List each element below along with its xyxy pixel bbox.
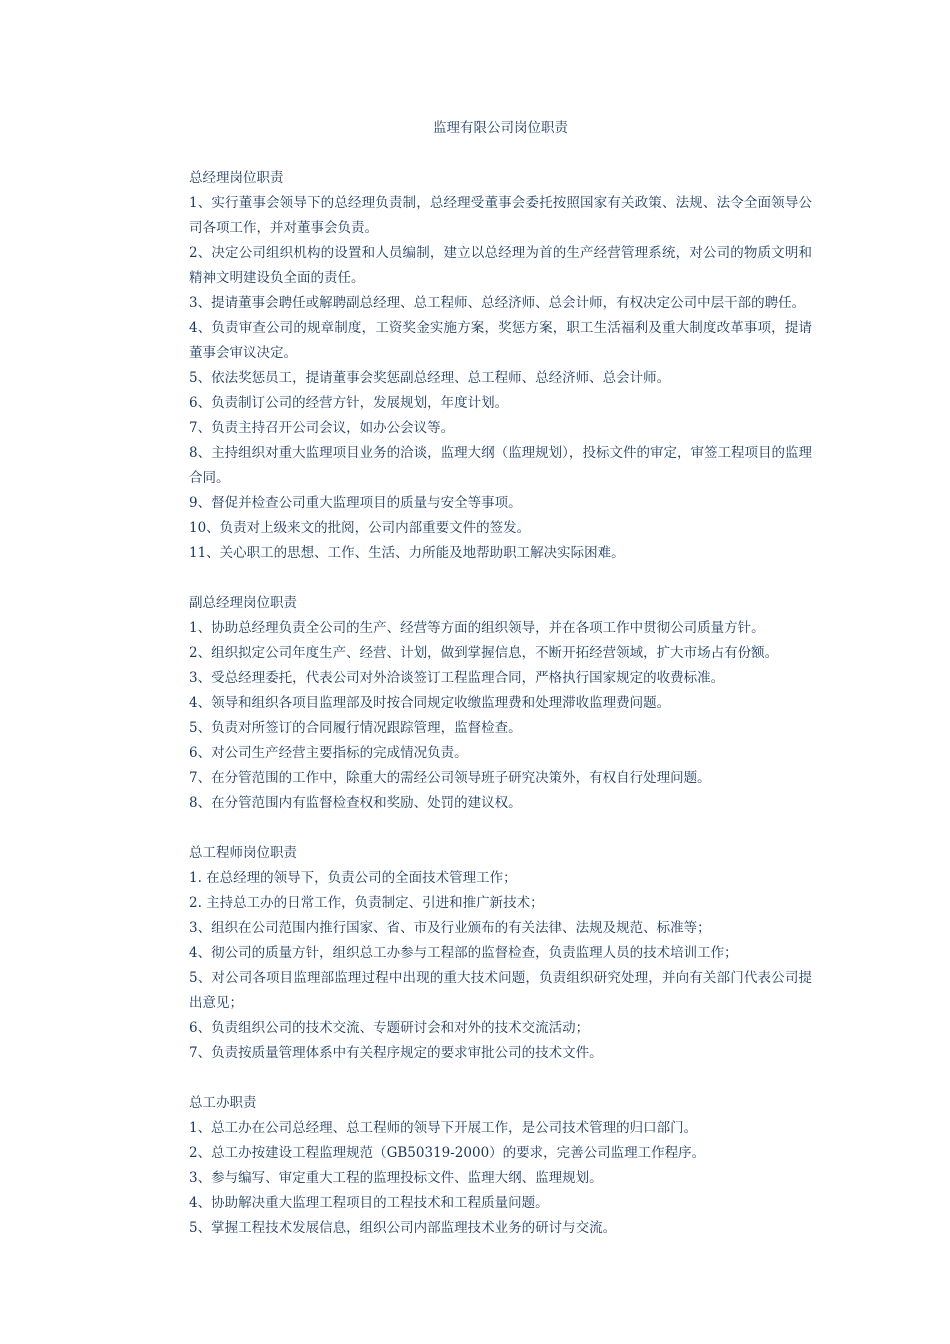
duty-item: 2、总工办按建设工程监理规范（GB50319-2000）的要求，完善公司监理工作程序。 xyxy=(189,1145,706,1161)
duty-item: 1、实行董事会领导下的总经理负责制，总经理受董事会委托按照国家有关政策、法规、法令全面领导公司各项工作，并对董事会负责。 xyxy=(189,195,812,236)
section-deputy-general-manager xyxy=(189,591,812,816)
document-title: 监理有限公司岗位职责 xyxy=(433,120,568,136)
section-heading: 总工程师岗位职责 xyxy=(189,845,297,861)
section-heading: 总经理岗位职责 xyxy=(189,170,284,186)
duty-item: 2、组织拟定公司年度生产、经营、计划，做到掌握信息，不断开拓经营领域，扩大市场占有份额。 xyxy=(189,645,779,661)
duty-item: 5、负责对所签订的合同履行情况跟踪管理，监督检查。 xyxy=(189,720,522,736)
duty-item: 7、负责按质量管理体系中有关程序规定的要求审批公司的技术文件。 xyxy=(189,1045,603,1061)
section-heading: 总工办职责 xyxy=(189,1095,257,1111)
duty-item: 5、对公司各项目监理部监理过程中出现的重大技术问题，负责组织研究处理，并向有关部门代表公司提出意见； xyxy=(189,970,812,1011)
duty-item: 11、关心职工的思想、工作、生活、力所能及地帮助职工解决实际困难。 xyxy=(189,545,625,561)
duty-item: 5、掌握工程技术发展信息，组织公司内部监理技术业务的研讨与交流。 xyxy=(189,1220,617,1236)
duty-item: 3、提请董事会聘任或解聘副总经理、总工程师、总经济师、总会计师，有权决定公司中层干部的聘任。 xyxy=(189,295,806,311)
duty-item: 1、协助总经理负责全公司的生产、经营等方面的组织领导，并在各项工作中贯彻公司质量方针。 xyxy=(189,620,765,636)
duty-item: 3、组织在公司范围内推行国家、省、市及行业颁布的有关法律、法规及规范、标准等； xyxy=(189,920,711,936)
section-heading: 副总经理岗位职责 xyxy=(189,595,297,611)
duty-item: 7、在分管范围的工作中，除重大的需经公司领导班子研究决策外，有权自行处理问题。 xyxy=(189,770,711,786)
duty-item: 4、协助解决重大监理工程项目的工程技术和工程质量问题。 xyxy=(189,1195,549,1211)
duty-item: 9、督促并检查公司重大监理项目的质量与安全等事项。 xyxy=(189,495,522,511)
duty-item: 4、领导和组织各项目监理部及时按合同规定收缴监理费和处理滞收监理费问题。 xyxy=(189,695,671,711)
section-chief-engineer xyxy=(189,841,812,1066)
duty-item: 2. 主持总工办的日常工作，负责制定、引进和推广新技术； xyxy=(189,895,544,911)
duty-item: 3、受总经理委托，代表公司对外洽谈签订工程监理合同，严格执行国家规定的收费标准。 xyxy=(189,670,725,686)
duty-item: 2、决定公司组织机构的设置和人员编制，建立以总经理为首的生产经营管理系统，对公司的物质文明和精神文明建设负全面的责任。 xyxy=(189,245,812,286)
section-general-manager xyxy=(189,166,812,566)
duty-item: 8、主持组织对重大监理项目业务的洽谈，监理大纲（监理规划），投标文件的审定，审签工程项目的监理合同。 xyxy=(189,445,812,486)
duty-item: 6、负责组织公司的技术交流、专题研讨会和对外的技术交流活动； xyxy=(189,1020,590,1036)
duty-item: 1. 在总经理的领导下，负责公司的全面技术管理工作； xyxy=(189,870,517,886)
duty-item: 6、对公司生产经营主要指标的完成情况负责。 xyxy=(189,745,468,761)
duty-item: 8、在分管范围内有监督检查权和奖励、处罚的建议权。 xyxy=(189,795,522,811)
duty-item: 10、负责对上级来文的批阅，公司内部重要文件的签发。 xyxy=(189,520,531,536)
duty-item: 6、负责制订公司的经营方针，发展规划，年度计划。 xyxy=(189,395,509,411)
duty-item: 1、总工办在公司总经理、总工程师的领导下开展工作，是公司技术管理的归口部门。 xyxy=(189,1120,698,1136)
document-page xyxy=(189,116,812,1266)
duty-item: 7、负责主持召开公司会议，如办公会议等。 xyxy=(189,420,455,436)
duty-item: 4、彻公司的质量方针，组织总工办参与工程部的监督检查，负责监理人员的技术培训工作； xyxy=(189,945,738,961)
duty-item: 3、参与编写、审定重大工程的监理投标文件、监理大纲、监理规划。 xyxy=(189,1170,603,1186)
duty-item: 5、依法奖惩员工，提请董事会奖惩副总经理、总工程师、总经济师、总会计师。 xyxy=(189,370,671,386)
section-chief-engineer-office xyxy=(189,1091,812,1241)
duty-item: 4、负责审查公司的规章制度，工资奖金实施方案，奖惩方案，职工生活福利及重大制度改革事项，提请董事会审议决定。 xyxy=(189,320,812,361)
